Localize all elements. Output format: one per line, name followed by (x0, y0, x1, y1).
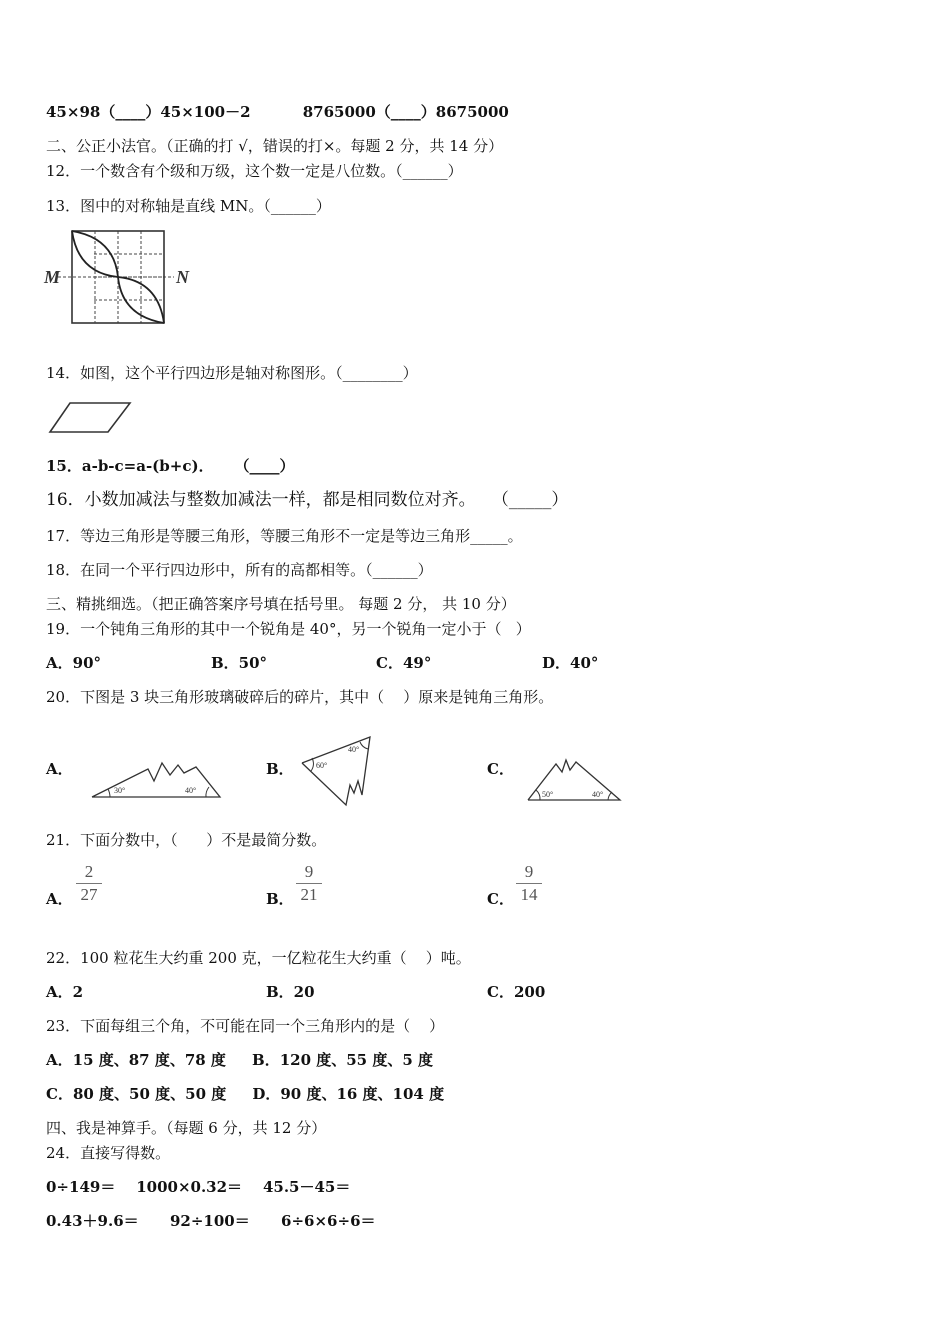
q21-option-b: B． (266, 890, 294, 908)
fraction-2-27: 2 27 (76, 862, 102, 905)
fraction-9-21: 9 21 (296, 862, 322, 905)
question-19: 19．一个钝角三角形的其中一个锐角是 40°，另一个锐角一定小于（ ） (46, 620, 531, 638)
comparison-line: 45×98（____）45×100－2 8765000（____）8675000 (46, 103, 509, 121)
question-22: 22．100 粒花生大约重 200 克，一亿粒花生大约重（ ）吨。 (46, 949, 471, 967)
q19-option-a: A．90° (46, 654, 102, 672)
question-12: 12．一个数含有个级和万级，这个数一定是八位数。（______） (46, 162, 463, 180)
question-18: 18．在同一个平行四边形中，所有的高都相等。（______） (46, 561, 433, 579)
glass-fragment-a (88, 755, 224, 801)
section-3-title: 三、精挑细选。（把正确答案序号填在括号里。 每题 2 分， 共 10 分） (46, 595, 516, 613)
calc-row-2: 0.43＋9.6＝ 92÷100＝ 6÷6×6÷6＝ (46, 1212, 376, 1230)
parallelogram-figure (48, 401, 132, 435)
q20-option-c: C． (487, 760, 514, 778)
label-n: N (176, 267, 189, 287)
angle-label-30: 30° (114, 786, 126, 795)
q22-option-b: B．20 (266, 983, 315, 1001)
question-20: 20．下图是 3 块三角形玻璃破碎后的碎片，其中（ ）原来是钝角三角形。 (46, 688, 554, 706)
question-14: 14．如图，这个平行四边形是轴对称图形。（________） (46, 364, 418, 382)
q19-option-c: C．49° (376, 654, 432, 672)
label-m: M (44, 267, 61, 287)
angle-label-60: 60° (316, 761, 328, 770)
q22-option-c: C．200 (487, 983, 546, 1001)
question-15: 15．a-b-c=a-(b+c)． （____） (46, 457, 295, 475)
q19-option-d: D．40° (542, 654, 599, 672)
glass-fragment-b (298, 733, 378, 809)
q20-option-b: B． (266, 760, 294, 778)
q23-options-cd: C．80 度、50 度、50 度 D．90 度、16 度、104 度 (46, 1085, 445, 1103)
question-24: 24．直接写得数。 (46, 1144, 171, 1162)
q20-option-a: A． (46, 760, 73, 778)
q23-options-ab: A．15 度、87 度、78 度 B．120 度、55 度、5 度 (46, 1051, 434, 1069)
angle-label-40b: 40° (348, 745, 360, 754)
angle-label-50: 50° (542, 790, 554, 799)
fraction-9-14: 9 14 (516, 862, 542, 905)
question-16: 16．小数加减法与整数加减法一样，都是相同数位对齐。 （_____） (46, 490, 569, 510)
question-17: 17．等边三角形是等腰三角形，等腰三角形不一定是等边三角形_____。 (46, 527, 523, 545)
q21-option-c: C． (487, 890, 514, 908)
section-4-title: 四、我是神算手。（每题 6 分，共 12 分） (46, 1119, 327, 1137)
glass-fragment-c (526, 756, 624, 804)
question-21: 21．下面分数中，（ ）不是最简分数。 (46, 831, 327, 849)
question-13: 13．图中的对称轴是直线 MN。（______） (46, 197, 331, 215)
q21-option-a: A． (46, 890, 73, 908)
question-23: 23．下面每组三个角，不可能在同一个三角形内的是（ ） (46, 1017, 445, 1035)
q19-option-b: B．50° (211, 654, 268, 672)
q22-option-a: A．2 (46, 983, 84, 1001)
angle-label-40: 40° (185, 786, 197, 795)
calc-row-1: 0÷149＝ 1000×0.32＝ 45.5－45＝ (46, 1178, 351, 1196)
symmetry-grid-figure (44, 228, 204, 328)
angle-label-40c: 40° (592, 790, 604, 799)
section-2-title: 二、公正小法官。（正确的打 √，错误的打×。每题 2 分，共 14 分） (46, 137, 504, 155)
